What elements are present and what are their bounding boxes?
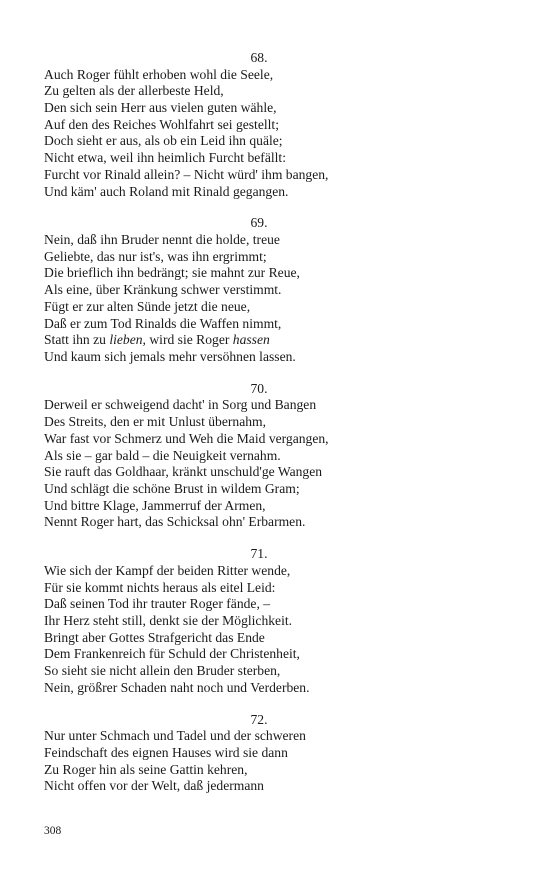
verse-line xyxy=(44,663,474,680)
verse-line xyxy=(44,498,474,515)
verse-text: Sie rauft das Goldhaar, kränkt unschuld'ge Wangen xyxy=(44,464,323,480)
verse-text: Für sie kommt nichts heraus als eitel Leid: xyxy=(44,579,276,595)
verse-text: Als sie – gar bald – die Neuigkeit vernahm. xyxy=(44,447,281,463)
verse-line xyxy=(44,232,474,249)
verse-line xyxy=(44,150,474,167)
verse-line xyxy=(44,464,474,481)
verse-line xyxy=(44,646,474,663)
verse-line xyxy=(44,282,474,299)
verse-text: Furcht vor Rinald allein? – Nicht würd' ihm bangen, xyxy=(44,166,329,182)
verse-line xyxy=(44,481,474,498)
verse-text: Daß seinen Tod ihr trauter Roger fände, – xyxy=(44,596,271,612)
verse-text: wird sie Roger xyxy=(145,332,233,348)
verse-text: Ihr Herz steht still, denkt sie der Möglichkeit. xyxy=(44,612,293,628)
verse-text: Nennt Roger hart, das Schicksal ohn' Erbarmen. xyxy=(44,514,306,530)
emphasized-text: lieben, xyxy=(109,332,146,348)
verse-line xyxy=(44,514,474,531)
emphasized-text: hassen xyxy=(232,332,270,348)
verse-text: Nein, größrer Schaden naht noch und Verderben. xyxy=(44,679,310,695)
verse-line xyxy=(44,728,474,745)
stanza-number: 71. xyxy=(250,546,268,562)
stanza-number: 70. xyxy=(250,380,268,396)
verse-line xyxy=(44,762,474,779)
verse-line xyxy=(44,184,474,201)
stanza xyxy=(44,381,474,531)
verse-line xyxy=(44,563,474,580)
stanza xyxy=(44,712,474,795)
verse-text: Des Streits, den er mit Unlust übernahm, xyxy=(44,414,266,430)
stanza xyxy=(44,546,474,696)
verse-text: Dem Frankenreich für Schuld der Christenheit, xyxy=(44,646,300,662)
verse-text: Und käm' auch Roland mit Rinald gegangen. xyxy=(44,183,289,199)
verse-text: Wie sich der Kampf der beiden Ritter wende, xyxy=(44,562,291,578)
verse-text: Als eine, über Kränkung schwer verstimmt. xyxy=(44,282,282,298)
verse-text: Nur unter Schmach und Tadel und der schweren xyxy=(44,728,306,744)
stanza-number: 68. xyxy=(250,50,268,65)
verse-line xyxy=(44,67,474,84)
verse-text: Geliebte, das nur ist's, was ihn ergrimmt; xyxy=(44,248,267,264)
verse-text: Und schlägt die schöne Brust in wildem Gram; xyxy=(44,480,300,496)
verse-line xyxy=(44,83,474,100)
verse-text: War fast vor Schmerz und Weh die Maid vergangen, xyxy=(44,430,329,446)
verse-text: Bringt aber Gottes Strafgericht das Ende xyxy=(44,629,265,645)
verse-text: Feindschaft des eignen Hauses wird sie dann xyxy=(44,744,288,760)
stanza-number: 72. xyxy=(250,711,268,727)
verse-line xyxy=(44,630,474,647)
stanza xyxy=(44,50,474,200)
verse-line xyxy=(44,778,474,795)
verse-line xyxy=(44,349,474,366)
verse-text: So sieht sie nicht allein den Bruder sterben, xyxy=(44,662,281,678)
verse-line xyxy=(44,133,474,150)
verse-text: Zu gelten als der allerbeste Held, xyxy=(44,83,224,99)
verse-line xyxy=(44,397,474,414)
verse-line xyxy=(44,299,474,316)
verse-line xyxy=(44,332,474,349)
verse-line xyxy=(44,316,474,333)
stanza-number: 69. xyxy=(250,215,268,231)
verse-text: Fügt er zur alten Sünde jetzt die neue, xyxy=(44,298,251,314)
verse-line xyxy=(44,596,474,613)
verse-line xyxy=(44,580,474,597)
verse-text: Zu Roger hin als seine Gattin kehren, xyxy=(44,761,248,777)
page-number: 308 xyxy=(44,825,62,837)
verse-line xyxy=(44,100,474,117)
poem-page xyxy=(44,50,474,810)
verse-text: Nicht etwa, weil ihn heimlich Furcht befällt: xyxy=(44,150,286,166)
verse-text: Nein, daß ihn Bruder nennt die holde, treue xyxy=(44,232,280,248)
verse-text: Die brieflich ihn bedrängt; sie mahnt zur Reue, xyxy=(44,265,300,281)
verse-text: Auch Roger fühlt erhoben wohl die Seele, xyxy=(44,66,274,82)
verse-line xyxy=(44,680,474,697)
verse-line xyxy=(44,448,474,465)
verse-text: Den sich sein Herr aus vielen guten wähle, xyxy=(44,100,277,116)
verse-text: Doch sieht er aus, als ob ein Leid ihn quäle; xyxy=(44,133,283,149)
verse-line xyxy=(44,249,474,266)
verse-line xyxy=(44,167,474,184)
verse-line xyxy=(44,265,474,282)
verse-line xyxy=(44,745,474,762)
verse-text: Und kaum sich jemals mehr versöhnen lassen. xyxy=(44,348,296,364)
stanza xyxy=(44,215,474,365)
verse-text: Auf den des Reiches Wohlfahrt sei gestellt; xyxy=(44,116,279,132)
verse-line xyxy=(44,414,474,431)
verse-text: Daß er zum Tod Rinalds die Waffen nimmt, xyxy=(44,315,282,331)
verse-text: Und bittre Klage, Jammerruf der Armen, xyxy=(44,497,266,513)
verse-line xyxy=(44,431,474,448)
verse-line xyxy=(44,613,474,630)
verse-line xyxy=(44,117,474,134)
verse-text: Nicht offen vor der Welt, daß jedermann xyxy=(44,778,264,794)
verse-text: Derweil er schweigend dacht' in Sorg und Bangen xyxy=(44,397,317,413)
verse-text: Statt ihn zu xyxy=(44,332,110,348)
